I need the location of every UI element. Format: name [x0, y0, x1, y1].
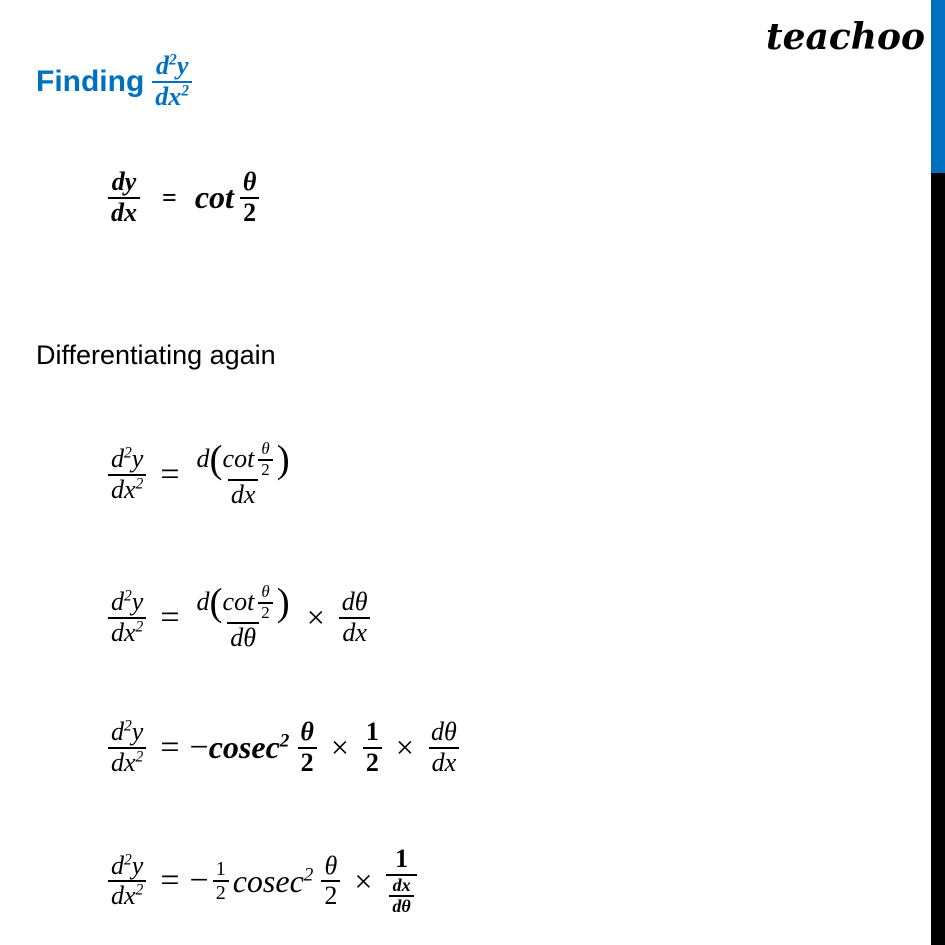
- two: 2: [321, 880, 340, 911]
- heading-num-d: d: [156, 51, 170, 80]
- sidebar-dark-bar: [931, 173, 945, 945]
- sup: 2: [135, 881, 144, 899]
- equation-1: [104, 440, 297, 510]
- equation-3: [104, 718, 464, 777]
- equation-2: [104, 583, 375, 653]
- theta: θ: [261, 439, 270, 458]
- minus-sign: −: [189, 728, 209, 766]
- dx: dx: [429, 747, 460, 778]
- dx: dx: [228, 479, 259, 510]
- sup: 2: [124, 444, 132, 462]
- dtheta: dθ: [227, 622, 259, 653]
- d: d: [111, 587, 124, 617]
- y: y: [131, 717, 144, 746]
- theta: θ: [261, 582, 270, 601]
- sup: 2: [135, 748, 144, 766]
- sup: 2: [303, 864, 314, 886]
- cot-function: cot: [222, 444, 255, 474]
- theta: θ: [300, 717, 314, 746]
- teachoo-logo: teachoo: [766, 16, 925, 58]
- d: d: [111, 444, 124, 474]
- dtheta: dθ: [430, 717, 457, 746]
- heading-den-dx: dx: [155, 81, 182, 111]
- sup: 2: [124, 851, 132, 869]
- times-sign: ×: [330, 729, 349, 766]
- d: d: [196, 587, 210, 617]
- y: y: [131, 850, 144, 880]
- equals-sign: =: [162, 182, 177, 212]
- close-paren: ): [276, 438, 290, 481]
- cosec-function: cosec: [208, 729, 280, 766]
- heading-num-sup: 2: [169, 51, 177, 69]
- two: 2: [298, 747, 317, 778]
- heading-fraction: [152, 52, 192, 111]
- cosec-function: cosec: [232, 862, 304, 899]
- given-lhs-den: dx: [108, 197, 140, 228]
- y: y: [131, 444, 144, 474]
- section-heading: [36, 52, 196, 111]
- heading-den-sup: 2: [181, 82, 190, 100]
- theta: θ: [242, 167, 257, 196]
- two: 2: [258, 602, 272, 623]
- dtheta: dθ: [341, 587, 368, 617]
- open-paren: (: [209, 581, 223, 624]
- sup: 2: [135, 618, 144, 636]
- two: 2: [213, 880, 229, 904]
- two: 2: [363, 747, 382, 778]
- dx: dx: [111, 474, 136, 504]
- close-paren: ): [276, 581, 290, 624]
- one: 1: [365, 717, 379, 746]
- d: d: [111, 850, 124, 880]
- dx: dx: [111, 617, 136, 647]
- d: d: [196, 444, 210, 474]
- dx: dx: [339, 617, 370, 648]
- dx: dx: [392, 874, 411, 895]
- equals-sign: =: [160, 728, 180, 766]
- two: 2: [258, 459, 272, 480]
- step-label: Differentiating again: [36, 340, 276, 370]
- y: y: [131, 587, 144, 617]
- equation-4: [104, 845, 421, 917]
- equals-sign: =: [160, 598, 180, 636]
- minus-sign: −: [189, 862, 209, 900]
- one: 1: [395, 844, 409, 873]
- theta: θ: [324, 850, 338, 880]
- d: d: [111, 717, 124, 746]
- sup: 2: [124, 717, 132, 735]
- sup: 2: [279, 730, 290, 752]
- sup: 2: [124, 587, 132, 605]
- equals-sign: =: [160, 862, 180, 900]
- given-equation: [104, 168, 263, 227]
- heading-num-y: y: [176, 51, 189, 80]
- dtheta: dθ: [389, 895, 413, 917]
- cot-function: cot: [222, 587, 255, 617]
- sup: 2: [135, 475, 144, 493]
- equals-sign: =: [160, 455, 180, 493]
- dx: dx: [111, 881, 136, 911]
- sidebar-accent-bar: [931, 0, 945, 173]
- times-sign: ×: [395, 729, 414, 766]
- two: 2: [240, 197, 259, 228]
- heading-label: Finding: [36, 64, 145, 98]
- times-sign: ×: [306, 599, 325, 636]
- cot-function: cot: [194, 179, 234, 216]
- one: 1: [215, 858, 226, 881]
- given-lhs-num: dy: [111, 167, 137, 196]
- dx: dx: [111, 747, 136, 777]
- open-paren: (: [209, 438, 223, 481]
- times-sign: ×: [354, 862, 373, 899]
